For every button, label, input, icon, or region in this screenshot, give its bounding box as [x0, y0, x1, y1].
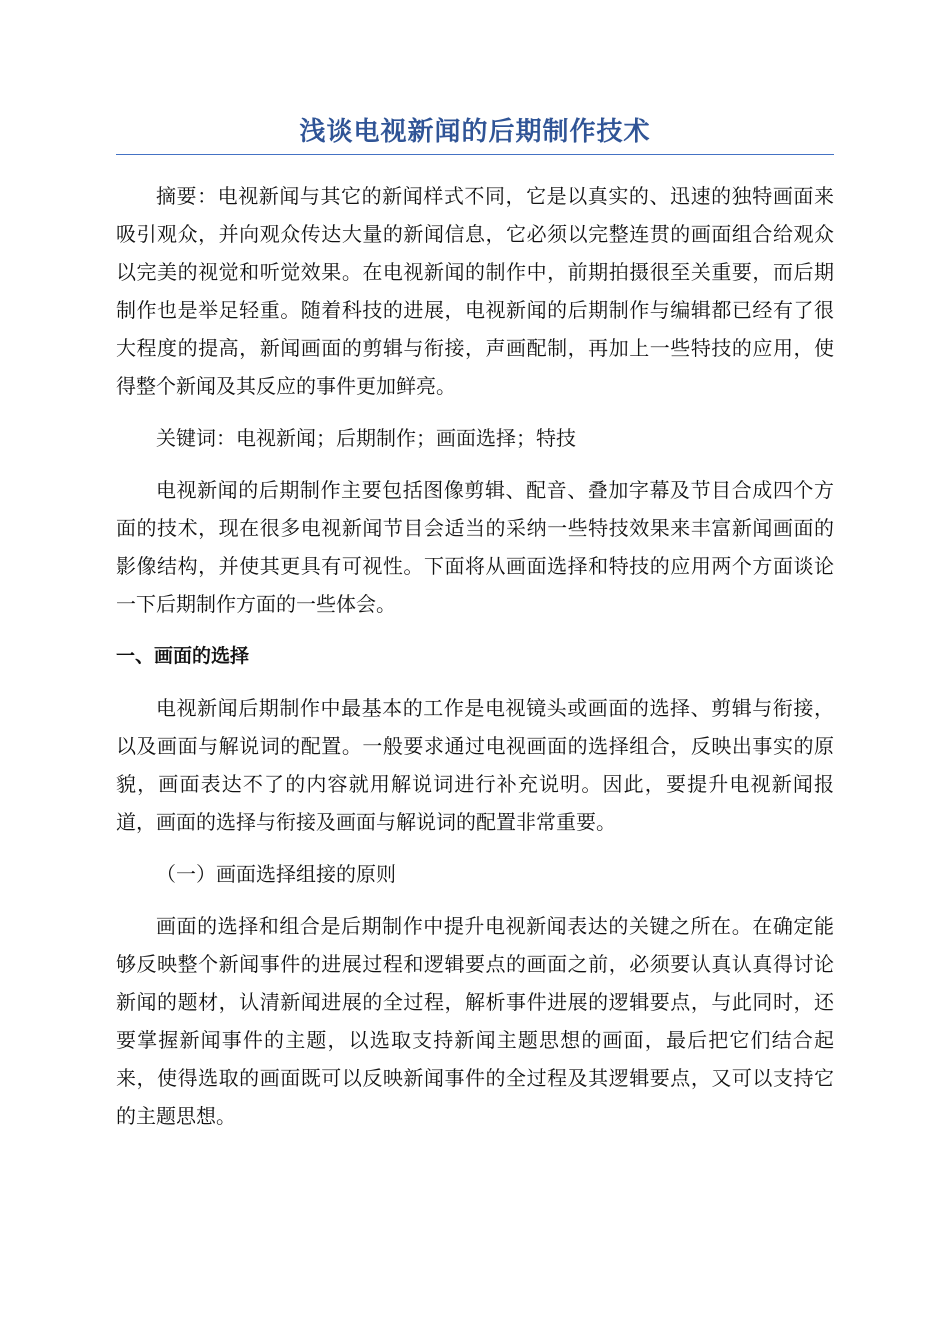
document-page [116, 112, 834, 1135]
section-1-paragraph: 电视新闻后期制作中最基本的工作是电视镜头或画面的选择、剪辑与衔接，以及画面与解说词的配置。一般要求通过电视画面的选择组合，反映出事实的原貌，画面表达不了的内容就用解说词进行补充说明。因此，要提升电视新闻报道，画面的选择与衔接及画面与解说词的配置非常重要。 [116, 696, 834, 834]
section-heading-1: 一、画面的选择 [116, 645, 250, 667]
document-title: 浅谈电视新闻的后期制作技术 [299, 117, 651, 147]
abstract-paragraph: 摘要：电视新闻与其它的新闻样式不同，它是以真实的、迅速的独特画面来吸引观众，并向观众传达大量的新闻信息，它必须以完整连贯的画面组合给观众以完美的视觉和听觉效果。在电视新闻的制作中，前期拍摄很至关重要，而后期制作也是举足轻重。随着科技的进展，电视新闻的后期制作与编辑都已经有了很大程度的提高，新闻画面的剪辑与衔接，声画配制，再加上一些特技的应用，使得整个新闻及其反应的事件更加鲜亮。 [116, 184, 834, 398]
title-underline [116, 154, 834, 155]
subsection-heading-1: （一）画面选择组接的原则 [156, 862, 396, 886]
intro-paragraph: 电视新闻的后期制作主要包括图像剪辑、配音、叠加字幕及节目合成四个方面的技术，现在很多电视新闻节目会适当的采纳一些特技效果来丰富新闻画面的影像结构，并使其更具有可视性。下面将从画面选择和特技的应用两个方面谈论一下后期制作方面的一些体会。 [116, 478, 834, 616]
keywords-paragraph: 关键词：电视新闻；后期制作；画面选择；特技 [156, 426, 576, 450]
subsection-1-paragraph: 画面的选择和组合是后期制作中提升电视新闻表达的关键之所在。在确定能够反映整个新闻事件的进展过程和逻辑要点的画面之前，必须要认真认真得讨论新闻的题材，认清新闻进展的全过程，解析事件进展的逻辑要点，与此同时，还要掌握新闻事件的主题，以选取支持新闻主题思想的画面，最后把它们结合起来，使得选取的画面既可以反映新闻事件的全过程及其逻辑要点，又可以支持它的主题思想。 [116, 914, 834, 1128]
